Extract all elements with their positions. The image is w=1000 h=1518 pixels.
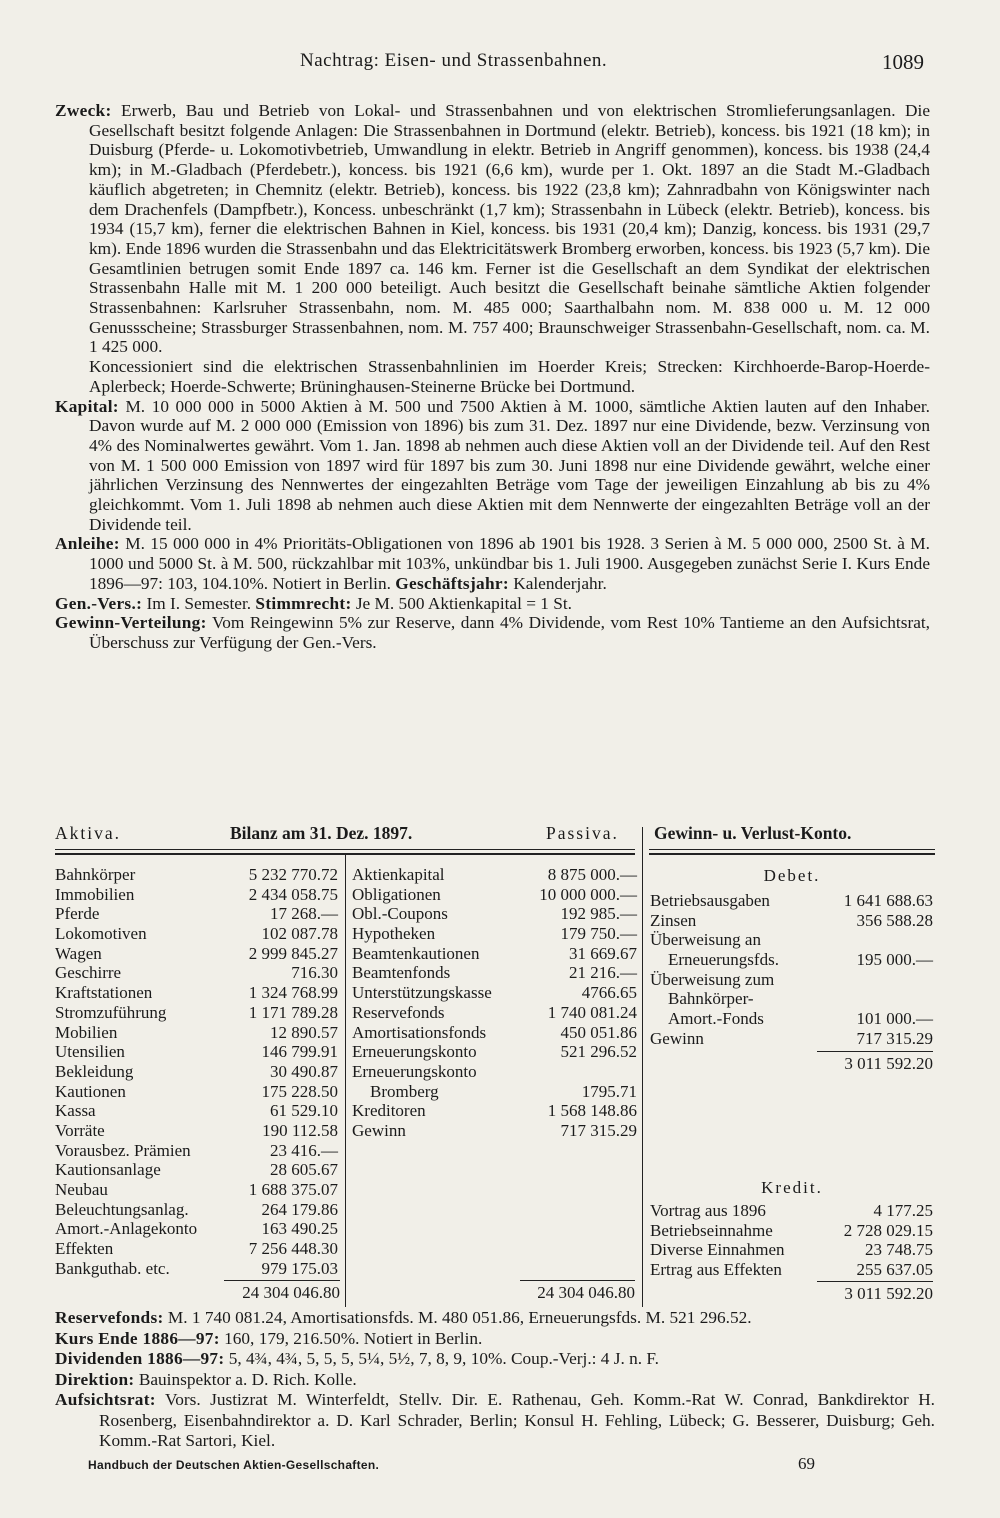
aktiva-item-label: Kassa bbox=[55, 1101, 96, 1121]
aktiva-row bbox=[55, 963, 338, 983]
aktiva-item-value: 175 228.50 bbox=[261, 1081, 338, 1101]
genvers-text: Im I. Semester. bbox=[146, 593, 252, 613]
aktiva-item-label: Bekleidung bbox=[55, 1061, 134, 1081]
aktiva-row bbox=[55, 904, 338, 924]
passiva-row bbox=[352, 1062, 637, 1082]
direktion-line: Direktion: Bauinspektor a. D. Rich. Kolle. bbox=[55, 1369, 357, 1389]
debet-row bbox=[650, 930, 933, 950]
debet-row bbox=[650, 891, 933, 911]
passiva-label: Passiva. bbox=[546, 823, 619, 843]
aktiva-row bbox=[55, 1160, 338, 1180]
aktiva-item-value: 23 416.— bbox=[270, 1140, 338, 1160]
kredit-item-label: Diverse Einnahmen bbox=[650, 1240, 785, 1260]
passiva-item-label: Beamtenfonds bbox=[352, 963, 451, 983]
aktiva-row bbox=[55, 1121, 338, 1141]
aktiva-item-value: 30 490.87 bbox=[270, 1061, 338, 1081]
aktiva-item-value: 716.30 bbox=[291, 963, 338, 983]
passiva-row bbox=[352, 885, 637, 905]
balance-section bbox=[52, 823, 937, 1313]
company-footer-info bbox=[55, 1308, 935, 1452]
passiva-row bbox=[352, 904, 637, 924]
aktiva-item-label: Immobilien bbox=[55, 884, 135, 904]
guv-rule-top bbox=[649, 849, 935, 850]
aktiva-item-label: Pferde bbox=[55, 904, 100, 924]
aktiva-list bbox=[55, 865, 338, 1278]
aktiva-label: Aktiva. bbox=[55, 823, 122, 843]
aktiva-item-value: 2 999 845.27 bbox=[248, 943, 338, 963]
aktiva-item-value: 12 890.57 bbox=[270, 1022, 338, 1042]
aktiva-item-value: 1 688 375.07 bbox=[248, 1180, 338, 1199]
aktiva-item-value: 28 605.67 bbox=[270, 1160, 338, 1180]
kredit-row bbox=[650, 1201, 933, 1221]
debet-item-value: 356 588.28 bbox=[856, 910, 933, 930]
kapital-paragraph bbox=[55, 397, 930, 535]
debet-item-label: Betriebsausgaben bbox=[650, 891, 770, 910]
passiva-item-value: 521 296.52 bbox=[560, 1042, 637, 1062]
aktiva-row bbox=[55, 885, 338, 905]
kredit-item-label: Betriebseinnahme bbox=[650, 1220, 773, 1240]
aktiva-item-label: Stromzuführung bbox=[55, 1002, 167, 1022]
aktiva-row bbox=[55, 1062, 338, 1082]
aktiva-row bbox=[55, 1082, 338, 1102]
passiva-item-value: 31 669.67 bbox=[569, 943, 637, 963]
debet-item-label: Gewinn bbox=[650, 1028, 704, 1048]
company-description bbox=[55, 101, 930, 653]
passiva-item-label: Obl.-Coupons bbox=[352, 904, 448, 924]
aktiva-item-label: Wagen bbox=[55, 943, 102, 963]
kredit-item-label: Vortrag aus 1896 bbox=[650, 1201, 766, 1220]
page-number: 1089 bbox=[882, 50, 924, 74]
stimmrecht-text: Je M. 500 Aktienkapital = 1 St. bbox=[355, 593, 572, 613]
aktiva-item-label: Amort.-Anlagekonto bbox=[55, 1219, 198, 1239]
running-title: Nachtrag: Eisen- und Strassenbahnen. bbox=[300, 50, 608, 71]
passiva-item-label: Kreditoren bbox=[352, 1101, 426, 1121]
debet-item-value: 717 315.29 bbox=[856, 1028, 933, 1048]
aktiva-item-label: Vorräte bbox=[55, 1120, 105, 1140]
aktiva-item-value: 5 232 770.72 bbox=[248, 865, 338, 884]
aktiva-row bbox=[55, 944, 338, 964]
debet-item-value: 1 641 688.63 bbox=[843, 891, 933, 910]
passiva-item-label: Obligationen bbox=[352, 884, 441, 904]
passiva-item-label: Hypotheken bbox=[352, 924, 436, 944]
aktiva-item-label: Beleuchtungsanlag. bbox=[55, 1199, 189, 1219]
printer-signature: 69 bbox=[798, 1454, 815, 1473]
aktiva-item-value: 61 529.10 bbox=[270, 1101, 338, 1121]
aktiva-item-value: 1 324 768.99 bbox=[248, 983, 338, 1003]
kredit-item-value: 255 637.05 bbox=[856, 1260, 933, 1280]
debet-item-label: Überweisung an bbox=[650, 930, 761, 950]
kredit-label: Kredit. bbox=[761, 1178, 823, 1197]
aktiva-row bbox=[55, 1101, 338, 1121]
aktiva-item-value: 2 434 058.75 bbox=[248, 884, 338, 904]
aktiva-item-label: Kautionen bbox=[55, 1081, 126, 1101]
aktiva-item-value: 1 171 789.28 bbox=[248, 1002, 338, 1022]
passiva-item-label: Erneuerungskonto bbox=[352, 1061, 477, 1081]
aktiva-row bbox=[55, 1003, 338, 1023]
passiva-row bbox=[352, 1121, 637, 1141]
gewinnverteilung-paragraph bbox=[55, 613, 930, 652]
passiva-item-value: 192 985.— bbox=[560, 904, 637, 924]
publisher-line: Handbuch der Deutschen Aktien-Gesellschaften. bbox=[88, 1458, 380, 1472]
debet-total: 3 011 592.20 bbox=[844, 1054, 933, 1073]
debet-item-label: Bahnkörper- bbox=[668, 989, 754, 1009]
debet-row bbox=[650, 950, 933, 970]
debet-row bbox=[650, 970, 933, 990]
passiva-item-value: 8 875 000.— bbox=[547, 865, 637, 884]
anleihe-text: M. 15 000 000 in 4% Prioritäts-Obligationen von 1896 ab 1901 bis 1928. 3 Serien à M. 5 000 000, 2500 St. à M. 1000 und 5000 St. à M. 500, rückzahlbar mit 103%, unkündbar bis 1. Juli 1900. Ausgegeben zunächst Serie I. Kurs Ende 1896—97: 103, 104.10%. Notiert in Berlin. bbox=[89, 534, 930, 593]
aktiva-item-label: Mobilien bbox=[55, 1022, 118, 1042]
passiva-row bbox=[352, 1082, 637, 1102]
debet-item-label: Erneuerungsfds. bbox=[668, 950, 779, 970]
kredit-item-value: 23 748.75 bbox=[865, 1240, 933, 1260]
passiva-row bbox=[352, 924, 637, 944]
passiva-item-value: 21 216.— bbox=[569, 963, 637, 983]
passiva-item-value: 717 315.29 bbox=[560, 1120, 637, 1140]
aktiva-item-value: 102 087.78 bbox=[261, 924, 338, 944]
debet-sum-rule bbox=[817, 1051, 933, 1052]
passiva-total: 24 304 046.80 bbox=[537, 1283, 635, 1302]
passiva-row bbox=[352, 865, 637, 885]
aktiva-item-label: Kraftstationen bbox=[55, 983, 153, 1003]
zweck-paragraph bbox=[55, 101, 930, 357]
koncess-paragraph bbox=[55, 357, 930, 396]
debet-row bbox=[650, 1009, 933, 1029]
passiva-item-value: 179 750.— bbox=[560, 924, 637, 944]
gewinnverteilung-text: Vom Reingewinn 5% zur Reserve, dann 4% Dividende, vom Rest 10% Tantieme an den Aufsichtsrat, Überschuss zur Verfügung der Gen.-Vers. bbox=[89, 613, 930, 652]
debet-item-value: 101 000.— bbox=[856, 1009, 933, 1029]
genvers-paragraph bbox=[55, 594, 930, 614]
guv-rule-double bbox=[649, 853, 935, 855]
passiva-item-label: Beamtenkautionen bbox=[352, 943, 480, 963]
aktiva-item-label: Neubau bbox=[55, 1180, 108, 1199]
passiva-row bbox=[352, 963, 637, 983]
aufsichtsrat-line: Aufsichtsrat: Vors. Justizrat M. Winterfeldt, Stellv. Dir. E. Rathenau, Geh. Komm.-Rat W. Conrad, Bankdirektor H. Rosenberg, Eisenbahndirektor a. D. Karl Schrader, Berlin; Konsul H. Fehling, Lübeck; G. Besserer, Duisburg; Geh. Komm.-Rat Sartori, Kiel. bbox=[55, 1390, 935, 1450]
kredit-sum-rule bbox=[817, 1281, 933, 1282]
aktiva-item-value: 163 490.25 bbox=[261, 1219, 338, 1239]
aktiva-row bbox=[55, 1180, 338, 1200]
passiva-row bbox=[352, 983, 637, 1003]
aktiva-sum-rule bbox=[224, 1280, 340, 1281]
passiva-item-label: Aktienkapital bbox=[352, 865, 445, 884]
stimmrecht-label: Stimmrecht: bbox=[255, 593, 352, 613]
dividenden-line: Dividenden 1886—97: 5, 4¾, 4¾, 5, 5, 5, 5¼, 5½, 7, 8, 9, 10%. Coup.-Verj.: 4 J. n. F. bbox=[55, 1349, 659, 1368]
bilanz-guv-divider bbox=[642, 827, 643, 1307]
geschaeftsjahr-text: Kalenderjahr. bbox=[513, 573, 607, 593]
page-header bbox=[0, 50, 1000, 80]
kapital-label: Kapital: bbox=[55, 396, 119, 416]
guv-title: Gewinn- u. Verlust-Konto. bbox=[654, 823, 852, 843]
aktiva-total: 24 304 046.80 bbox=[242, 1283, 340, 1302]
debet-item-label: Amort.-Fonds bbox=[668, 1009, 764, 1029]
kredit-total: 3 011 592.20 bbox=[844, 1284, 933, 1303]
aktiva-row bbox=[55, 1141, 338, 1161]
geschaeftsjahr-label: Geschäftsjahr: bbox=[395, 573, 509, 593]
reservefonds-line: Reservefonds: M. 1 740 081.24, Amortisationsfds. M. 480 051.86, Erneuerungsfds. M. 521 296.52. bbox=[55, 1308, 752, 1327]
kredit-item-value: 2 728 029.15 bbox=[843, 1220, 933, 1240]
passiva-row bbox=[352, 944, 637, 964]
aktiva-row bbox=[55, 1023, 338, 1043]
aktiva-item-value: 979 175.03 bbox=[261, 1258, 338, 1278]
aktiva-item-value: 264 179.86 bbox=[261, 1199, 338, 1219]
koncess-text: Koncessioniert sind die elektrischen Strassenbahnlinien im Hoerder Kreis; Strecken: Kirchhoerde-Barop-Hoerde-Aplerbeck; Hoerde-Schwerte; Brüninghausen-Steinerne Brücke bei Dortmund. bbox=[89, 357, 930, 396]
kredit-row bbox=[650, 1221, 933, 1241]
aktiva-item-value: 17 268.— bbox=[270, 904, 338, 924]
aktiva-row bbox=[55, 1042, 338, 1062]
kredit-row bbox=[650, 1260, 933, 1280]
debet-row bbox=[650, 989, 933, 1009]
aktiva-item-label: Lokomotiven bbox=[55, 924, 147, 944]
passiva-item-label: Amortisationsfonds bbox=[352, 1022, 487, 1042]
passiva-item-label: Erneuerungskonto bbox=[352, 1042, 477, 1062]
bilanz-title: Bilanz am 31. Dez. 1897. bbox=[230, 823, 413, 843]
aktiva-item-value: 7 256 448.30 bbox=[248, 1239, 338, 1259]
aktiva-item-value: 190 112.58 bbox=[262, 1120, 338, 1140]
passiva-row bbox=[352, 1003, 637, 1023]
passiva-item-label: Unterstützungskasse bbox=[352, 983, 492, 1003]
passiva-item-label: Reservefonds bbox=[352, 1002, 445, 1022]
passiva-sum-rule bbox=[520, 1280, 635, 1281]
zweck-text: Erwerb, Bau und Betrieb von Lokal- und Strassenbahnen und von elektrischen Stromlieferungsanlagen. Die Gesellschaft besitzt folgende Anlagen: Die Strassenbahnen in Dortmund (elektr. Betrieb), koncess. bis 1921 (18 km); in Duisburg (Pferde- u. Lokomotivbetrieb, Umwandlung in elektr. Betrieb in Angriff genommen), koncess. bis 1938 (24,4 km); in M.-Gladbach (Pferdebetr.), koncess. bis 1921 (6,6 km), wurde per 1. Okt. 1897 an die Stadt M.-Gladbach käuflich abgetreten; in Chemnitz (elektr. Betrieb), koncess. bis 1922 (23,8 km); Zahnradbahn von Königswinter nach dem Drachenfels (Dampfbetr.), Koncess. unbeschränkt (1,7 km); Strassenbahn in Lübeck (elektr. Betrieb), koncess. bis 1934 (15,7 km), ferner die elektrischen Bahnen in Kiel, koncess. bis 1931 (20,4 km); Danzig, koncess. bis 1931 (29,7 km). Ende 1896 wurden die Strassenbahn und das Elektricitätswerk Bromberg erworben, koncess. bis 1923 (5,7 km). Die Gesamtlinien betrugen somit Ende 1897 ca. 146 km. Ferner ist die Gesellschaft an dem Syndikat der elektrischen Strassenbahn Halle mit M. 1 200 000 beteiligt. Auch besitzt die Gesellschaft beinahe sämtliche Aktien folgender Strassenbahnen: Karlsruher Strassenbahn, nom. M. 485 000; Saarthalbahn nom. M. 838 000 u. M. 12 000 Genussscheine; Strassburger Strassenbahnen, nom. M. 757 400; Braunschweiger Strassenbahn-Gesellschaft, nom. ca. M. 1 425 000. bbox=[89, 101, 930, 357]
aktiva-item-label: Utensilien bbox=[55, 1042, 125, 1062]
aktiva-item-label: Kautionsanlage bbox=[55, 1160, 161, 1180]
passiva-row bbox=[352, 1101, 637, 1121]
passiva-item-value: 1 568 148.86 bbox=[547, 1101, 637, 1121]
debet-list bbox=[650, 891, 933, 1049]
debet-item-label: Überweisung zum bbox=[650, 969, 775, 989]
kapital-text: M. 10 000 000 in 5000 Aktien à M. 500 und 7500 Aktien à M. 1000, sämtliche Aktien lauten auf den Inhaber. Davon wurde auf M. 2 000 000 (Emission von 1896) bis zum 31. Dez. 1897 nur eine Dividende, bezw. Verzinsung von 4% des Nominalwertes gewährt. Vom 1. Jan. 1898 ab nehmen auch diese Aktien voll an der Dividende teil. Auf den Rest von M. 1 500 000 Emission von 1897 wird für 1897 bis zum 30. Juni 1898 nur eine Dividende gewährt, welche einer jährlichen Verzinsung des Nennwertes der eingezahlten Beträge vom Tage der jeweiligen Einzahlung ab bis zu 4% gleichkommt. Vom 1. Juli 1898 ab nehmen auch diese Aktien mit dem Nennwerte der eingezahlten Beträge voll an der Dividende teil. bbox=[89, 396, 930, 534]
aktiva-row bbox=[55, 924, 338, 944]
aktiva-item-label: Bankguthab. etc. bbox=[55, 1258, 170, 1278]
passiva-item-value: 10 000 000.— bbox=[539, 884, 637, 904]
debet-item-value: 195 000.— bbox=[856, 950, 933, 970]
aktiva-item-label: Effekten bbox=[55, 1239, 114, 1259]
anleihe-label: Anleihe: bbox=[55, 534, 120, 554]
aktiva-item-label: Geschirre bbox=[55, 963, 122, 983]
passiva-row bbox=[352, 1023, 637, 1043]
kurs-line: Kurs Ende 1886—97: 160, 179, 216.50%. Notiert in Berlin. bbox=[55, 1328, 483, 1348]
passiva-row bbox=[352, 1042, 637, 1062]
passiva-item-value: 4766.65 bbox=[581, 983, 637, 1003]
genvers-label: Gen.-Vers.: bbox=[55, 593, 143, 613]
aktiva-passiva-divider bbox=[345, 855, 346, 1307]
passiva-item-label: Bromberg bbox=[370, 1081, 439, 1101]
kredit-item-label: Ertrag aus Effekten bbox=[650, 1260, 782, 1280]
gewinnverteilung-label: Gewinn-Verteilung: bbox=[55, 613, 207, 633]
passiva-item-label: Gewinn bbox=[352, 1120, 406, 1140]
aktiva-row bbox=[55, 1219, 338, 1239]
debet-row bbox=[650, 911, 933, 931]
debet-item-label: Zinsen bbox=[650, 910, 697, 930]
aktiva-row bbox=[55, 1200, 338, 1220]
aktiva-row bbox=[55, 1259, 338, 1279]
passiva-item-value: 1 740 081.24 bbox=[547, 1002, 637, 1022]
aktiva-item-label: Vorausbez. Prämien bbox=[55, 1140, 191, 1160]
debet-label: Debet. bbox=[763, 866, 821, 885]
aktiva-row bbox=[55, 865, 338, 885]
aktiva-item-label: Bahnkörper bbox=[55, 865, 136, 884]
bilanz-rule-top bbox=[55, 849, 635, 850]
debet-row bbox=[650, 1029, 933, 1049]
aktiva-item-value: 146 799.91 bbox=[261, 1042, 338, 1062]
kredit-row bbox=[650, 1240, 933, 1260]
passiva-item-value: 1795.71 bbox=[581, 1081, 637, 1101]
kredit-item-value: 4 177.25 bbox=[873, 1201, 933, 1220]
aktiva-row bbox=[55, 1239, 338, 1259]
aktiva-row bbox=[55, 983, 338, 1003]
passiva-item-value: 450 051.86 bbox=[560, 1022, 637, 1042]
passiva-list bbox=[352, 865, 637, 1141]
zweck-label: Zweck: bbox=[55, 101, 112, 120]
anleihe-paragraph bbox=[55, 534, 930, 593]
kredit-list bbox=[650, 1201, 933, 1280]
